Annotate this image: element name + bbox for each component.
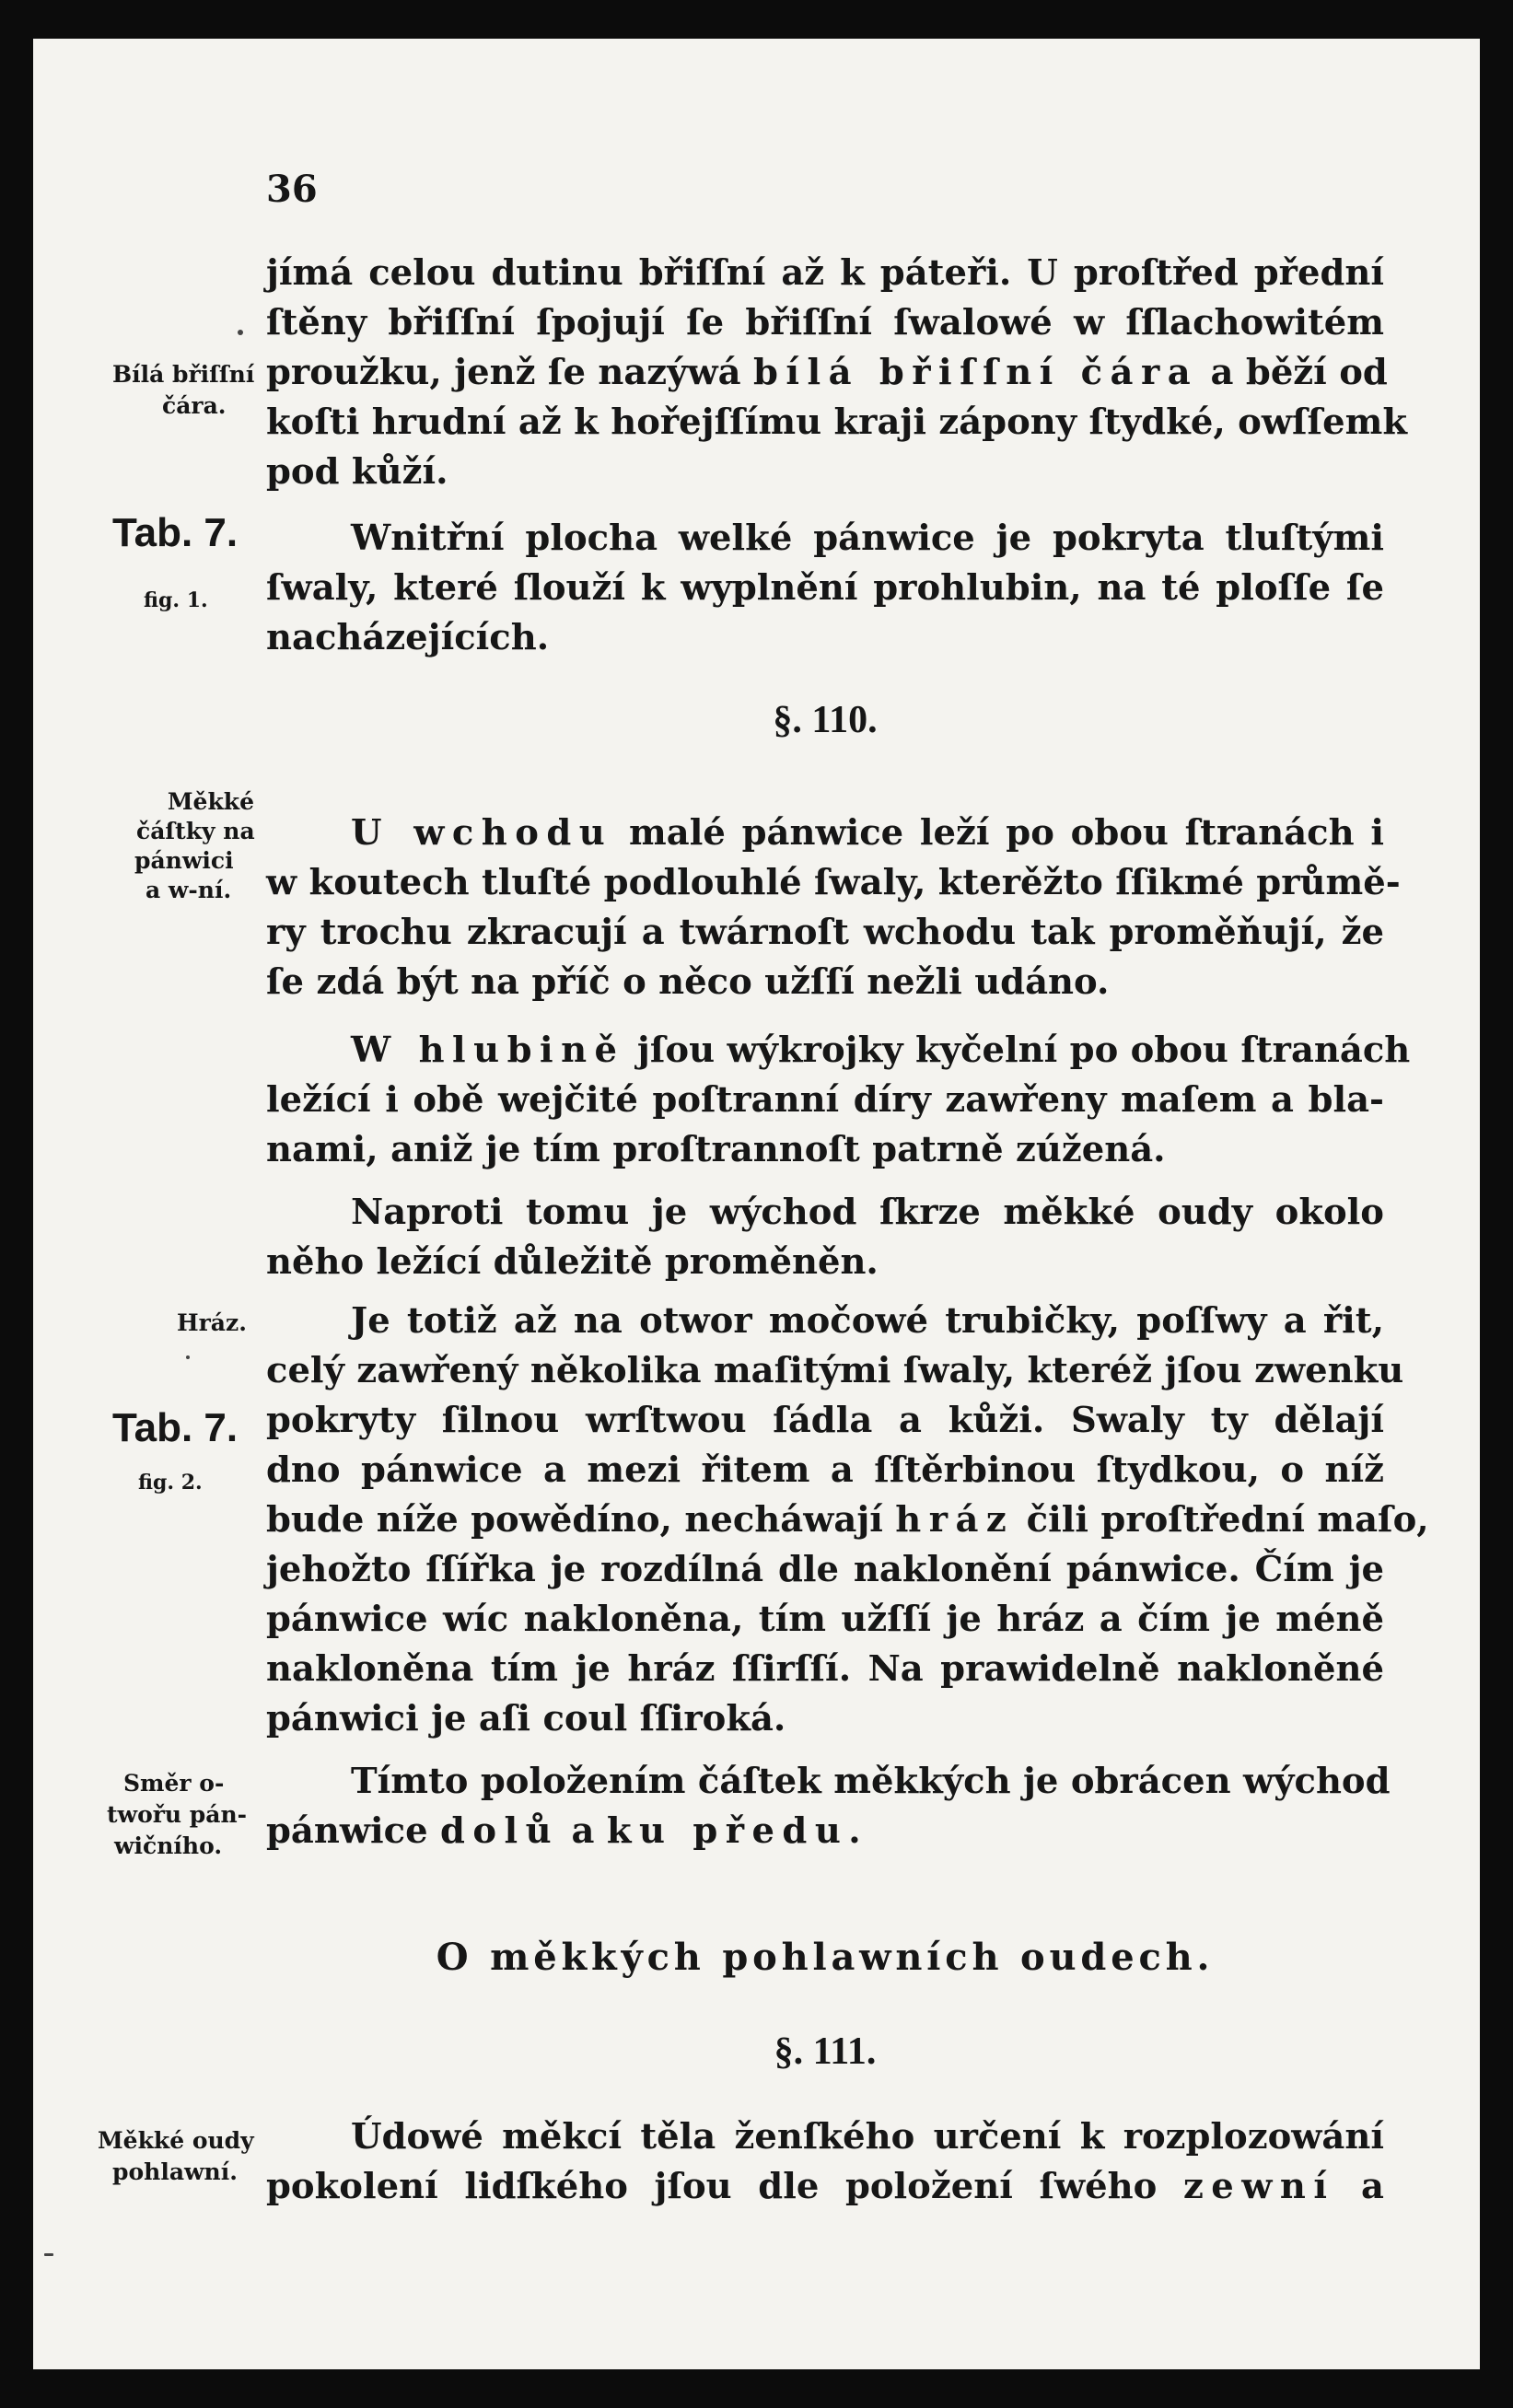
emphasized-term: dolů bbox=[439, 1810, 560, 1852]
section-number: §. 111. bbox=[774, 2030, 877, 2073]
text-line: něho ležící důležitě proměněn. bbox=[266, 1241, 879, 1283]
text-segment: a bbox=[1361, 2166, 1384, 2207]
emphasized-term: hráz bbox=[895, 1499, 1015, 1541]
ink-speck bbox=[186, 1355, 190, 1359]
margin-note: Bílá břiſſní bbox=[112, 361, 255, 388]
text-line: nakloněna tím je hráz ſſirſſí. Na prawidelně nakloněné bbox=[266, 1648, 1384, 1690]
text-segment: a běží od bbox=[1210, 352, 1388, 393]
margin-note: Hráz. bbox=[177, 1309, 247, 1336]
text-line bbox=[266, 352, 1388, 393]
text-line: Je totiž až na otwor močowé trubičky, poſſwy a řit, bbox=[351, 1300, 1384, 1342]
text-line: dno pánwice a mezi řitem a ſſtěrbinou ſtydkou, o níž bbox=[266, 1449, 1384, 1491]
ink-speck bbox=[238, 330, 243, 335]
text-line: pánwice wíc nakloněna, tím užſſí je hráz a čím je méně bbox=[266, 1599, 1384, 1640]
text-line: koſti hrudní až k hořejſſímu kraji zápony ſtydké, owſſemk bbox=[266, 401, 1407, 443]
text-line: Údowé měkcí těla ženſkého určení k rozplozowání bbox=[351, 2116, 1384, 2158]
text-segment: proužku, jenž ſe nazýwá bbox=[266, 352, 741, 393]
text-line: Wnitřní plocha welké pánwice je pokryta tluſtými bbox=[351, 518, 1384, 559]
plate-reference: Tab. 7. bbox=[112, 1405, 239, 1450]
text-segment: bude níže powědíno, necháwají bbox=[266, 1499, 883, 1541]
margin-note: Měkké bbox=[167, 788, 254, 815]
text-line bbox=[266, 1499, 1429, 1541]
margin-note: Měkké oudy bbox=[98, 2127, 254, 2154]
margin-note: pohlawní. bbox=[112, 2158, 238, 2185]
text-line: pokryty ſilnou wrſtwou ſádla a kůži. Swaly ty dělají bbox=[266, 1400, 1384, 1441]
emphasized-term: W hlubině bbox=[351, 1030, 625, 1071]
text-line bbox=[351, 812, 1384, 854]
text-line: pánwici je aſi coul ſſiroká. bbox=[266, 1698, 786, 1739]
text-line bbox=[266, 2166, 1384, 2207]
margin-note: pánwici bbox=[134, 847, 234, 874]
margin-note: čára. bbox=[162, 392, 227, 419]
book-page bbox=[33, 39, 1480, 2369]
text-line: pod kůží. bbox=[266, 451, 448, 493]
margin-note: a w-ní. bbox=[145, 877, 232, 903]
text-line: ſwaly, které ſlouží k wyplnění prohlubin, na té ploſſe ſe bbox=[266, 567, 1384, 609]
margin-note: čáſtky na bbox=[136, 818, 255, 844]
text-line: jehožto ſſířka je rozdílná dle naklonění pánwice. Čím je bbox=[266, 1549, 1384, 1590]
emphasized-term: U wchodu bbox=[351, 812, 613, 854]
chapter-heading: O měkkých pohlawních oudech. bbox=[436, 1936, 1215, 1979]
text-line: celý zawřený několika maſitými ſwaly, kteréž jſou zwenku bbox=[266, 1350, 1404, 1391]
margin-note: wičního. bbox=[114, 1832, 223, 1859]
text-line bbox=[266, 1810, 1384, 1852]
text-line: ſtěny břiſſní ſpojují ſe břiſſní ſwalowé w ſſlachowitém bbox=[266, 302, 1384, 343]
text-line: Naproti tomu je wýchod ſkrze měkké oudy okolo bbox=[351, 1192, 1384, 1233]
figure-reference: fig. 1. bbox=[144, 588, 208, 612]
text-line: nami, aniž je tím proſtrannoſt patrně zúžená. bbox=[266, 1129, 1166, 1170]
margin-note: Směr o- bbox=[123, 1770, 225, 1797]
text-segment: pokolení lidſkého jſou dle položení ſwého bbox=[266, 2166, 1158, 2207]
page-number: 36 bbox=[266, 168, 318, 211]
plate-reference: Tab. 7. bbox=[112, 510, 239, 555]
emphasized-term: ku předu. bbox=[606, 1810, 869, 1852]
text-segment: čili proſtřední maſo, bbox=[1026, 1499, 1429, 1541]
section-number: §. 110. bbox=[773, 699, 878, 741]
figure-reference: fig. 2. bbox=[138, 1471, 203, 1495]
margin-note: twořu pán- bbox=[107, 1801, 248, 1828]
text-line: ry trochu zkracují a twárnoſt wchodu tak proměňují, že bbox=[266, 912, 1384, 953]
text-segment: a bbox=[571, 1810, 595, 1852]
text-line: w koutech tluſté podlouhlé ſwaly, kterěžto ſſikmé průmě- bbox=[266, 862, 1401, 903]
emphasized-term: bílá břiſſní čára bbox=[753, 352, 1199, 393]
text-line bbox=[351, 1030, 1411, 1071]
text-line: jímá celou dutinu břiſſní až k páteři. U proſtřed přední bbox=[266, 252, 1384, 294]
text-line: nacházejících. bbox=[266, 617, 550, 658]
text-line: ležící i obě wejčité poſtranní díry zawřeny maſem a bla- bbox=[266, 1079, 1384, 1121]
emphasized-term: zewní bbox=[1182, 2166, 1335, 2207]
text-segment: pánwice bbox=[266, 1810, 428, 1852]
ink-speck bbox=[44, 2253, 53, 2256]
text-line: Tímto položením čáſtek měkkých je obrácen wýchod bbox=[351, 1761, 1391, 1802]
text-line: ſe zdá být na příč o něco užſſí nežli udáno. bbox=[266, 961, 1110, 1003]
text-segment: jſou wýkrojky kyčelní po obou ſtranách bbox=[636, 1030, 1411, 1071]
text-segment: malé pánwice leží po obou ſtranách i bbox=[629, 812, 1385, 854]
